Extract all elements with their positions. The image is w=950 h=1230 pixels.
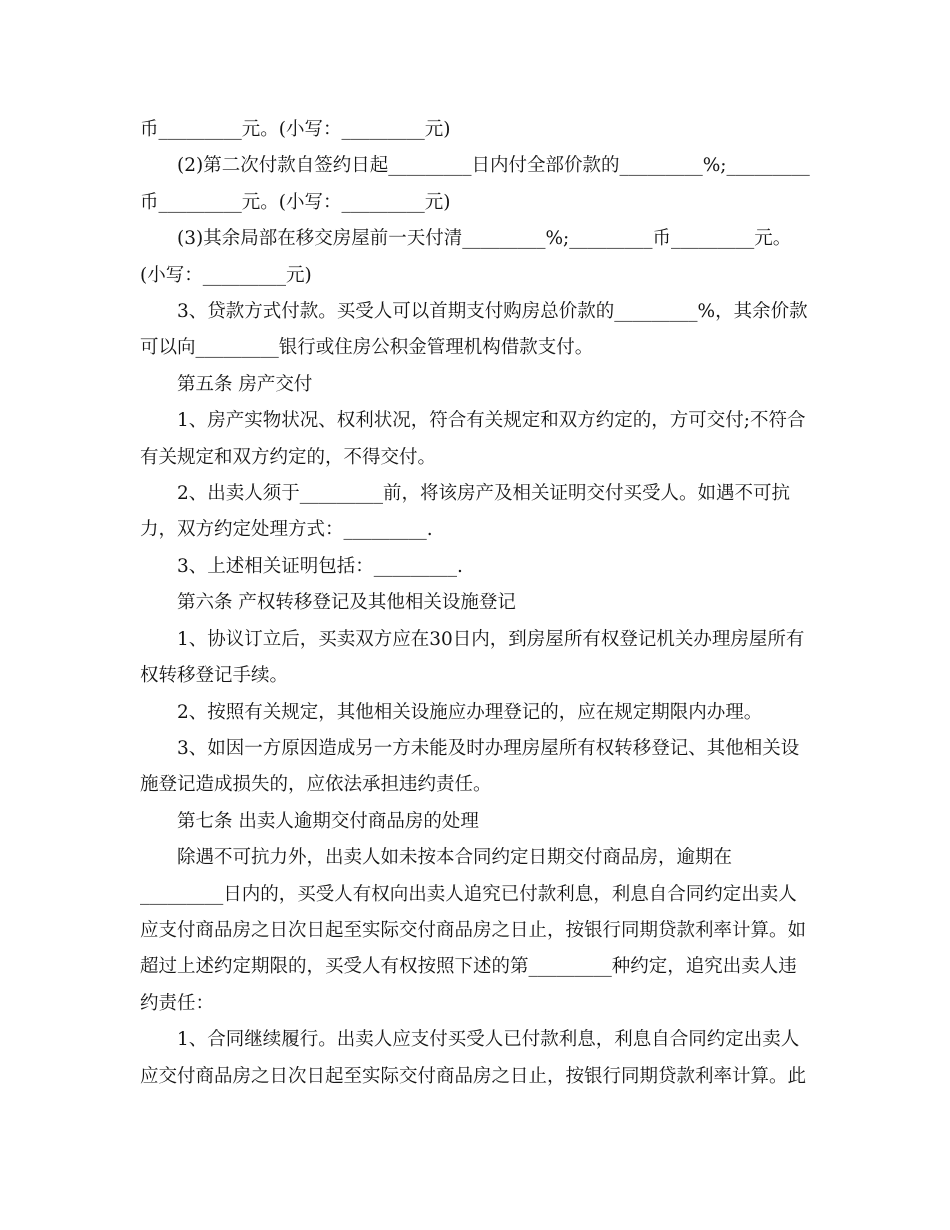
text-line: (小写：_________元) — [140, 264, 312, 286]
text-line: _________日内的，买受人有权向出卖人追究已付款利息，利息自合同约定出卖人 — [140, 883, 797, 905]
text-line: 3、上述相关证明包括：_________. — [177, 555, 463, 577]
text-line: 应交付商品房之日次日起至实际交付商品房之日止，按银行同期贷款利率计算。此 — [140, 1065, 807, 1087]
text-line: 1、合同继续履行。出卖人应支付买受人已付款利息，利息自合同约定出卖人 — [177, 1029, 800, 1051]
contract-body — [140, 112, 812, 1095]
text-line: 1、协议订立后，买卖双方应在30日内，到房屋所有权登记机关办理房屋所有 — [177, 628, 805, 650]
text-line: 应支付商品房之日次日起至实际交付商品房之日止，按银行同期贷款利率计算。如 — [140, 919, 807, 941]
text-line: 除遇不可抗力外，出卖人如未按本合同约定日期交付商品房，逾期在 — [177, 847, 733, 869]
text-line: 施登记造成损失的，应依法承担违约责任。 — [140, 774, 492, 796]
text-line: 3、贷款方式付款。买受人可以首期支付购房总价款的_________%，其余价款 — [177, 301, 808, 323]
text-line: 有关规定和双方约定的，不得交付。 — [140, 446, 437, 468]
text-line: 3、如因一方原因造成另一方未能及时办理房屋所有权转移登记、其他相关设 — [177, 737, 800, 759]
text-line: (3)其余局部在移交房屋前一天付清_________%;_________币_________元。 — [177, 228, 792, 250]
text-line: 币_________元。(小写：_________元) — [140, 191, 451, 213]
text-line: 约责任： — [140, 992, 215, 1014]
text-line: 权转移登记手续。 — [140, 665, 289, 687]
text-line: 1、房产实物状况、权利状况，符合有关规定和双方约定的，方可交付;不符合 — [177, 410, 806, 432]
text-line: 超过上述约定期限的，买受人有权按照下述的第_________种约定，追究出卖人违 — [140, 956, 797, 978]
text-line: 2、出卖人须于_________前，将该房产及相关证明交付买受人。如遇不可抗 — [177, 483, 791, 505]
section-heading: 第七条 出卖人逾期交付商品房的处理 — [177, 810, 479, 832]
text-line: 币_________元。(小写：_________元) — [140, 119, 451, 140]
text-line: (2)第二次付款自签约日起_________日内付全部价款的_________%;_________ — [177, 155, 810, 177]
text-line: 力，双方约定处理方式：_________. — [140, 519, 433, 541]
section-heading: 第五条 房产交付 — [177, 373, 313, 395]
text-line: 可以向_________银行或住房公积金管理机构借款支付。 — [140, 337, 594, 359]
text-line: 2、按照有关规定，其他相关设施应办理登记的，应在规定期限内办理。 — [177, 701, 763, 723]
section-heading: 第六条 产权转移登记及其他相关设施登记 — [177, 592, 516, 614]
